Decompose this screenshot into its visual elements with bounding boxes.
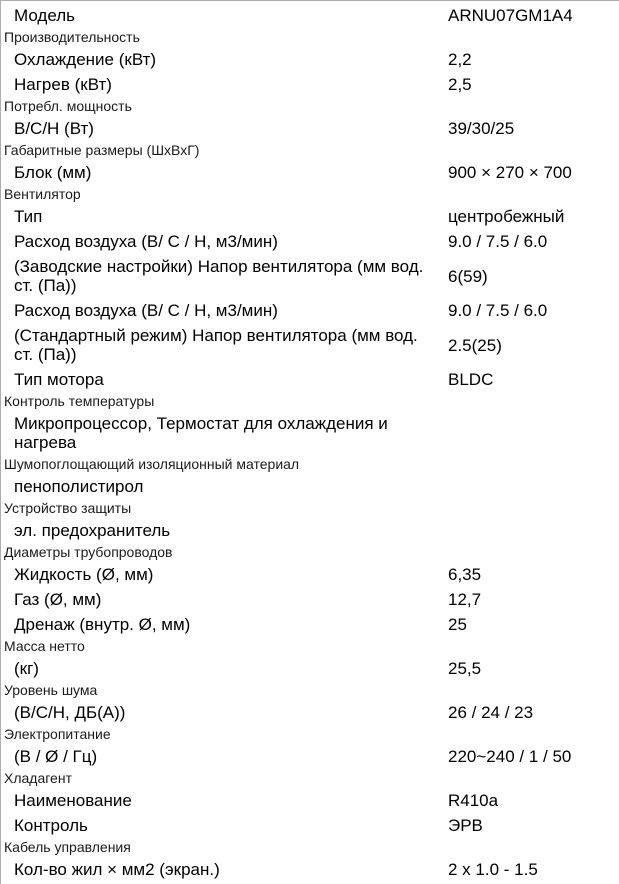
table-row	[1, 411, 619, 455]
section-header: Вентилятор	[4, 186, 81, 202]
row-label: Охлаждение (кВт)	[14, 50, 157, 69]
row-label: Газ (Ø, мм)	[14, 590, 102, 609]
table-row	[1, 612, 619, 637]
row-label: Тип	[14, 207, 43, 226]
row-value: ЭРВ	[448, 816, 483, 835]
row-label: Тип мотора	[14, 370, 104, 389]
section-header: Производительность	[4, 29, 140, 45]
row-value: 12,7	[448, 590, 482, 609]
row-value: 9.0 / 7.5 / 6.0	[448, 232, 548, 251]
row-label: Наименование	[14, 791, 132, 810]
section-header: Шумопоглощающий изоляционный материал	[4, 456, 300, 472]
table-row	[1, 47, 619, 72]
row-label: Модель	[14, 6, 76, 25]
table-row	[1, 587, 619, 612]
row-value: 2,5	[448, 75, 472, 94]
section-header: Габаритные размеры (ШхВхГ)	[4, 142, 200, 158]
section-header: Электропитание	[4, 726, 111, 742]
row-label: Расход воздуха (В/ С / Н, м3/мин)	[14, 301, 278, 320]
row-label: (Стандартный режим) Напор вентилятора (мм вод. ст. (Па))	[14, 326, 418, 364]
row-label: эл. предохранитель	[14, 521, 171, 540]
row-value: 6(59)	[448, 266, 488, 286]
section-header: Потребл. мощность	[4, 98, 132, 114]
table-row	[1, 518, 619, 543]
table-row	[1, 744, 619, 769]
row-label: Дренаж (внутр. Ø, мм)	[14, 615, 191, 634]
row-value: 25,5	[448, 659, 482, 678]
table-row	[1, 72, 619, 97]
row-label: (кг)	[14, 659, 39, 678]
table-row	[1, 474, 619, 499]
table-row	[1, 3, 619, 28]
row-label: Нагрев (кВт)	[14, 75, 112, 94]
row-value: 2.5(25)	[448, 335, 502, 355]
row-value: 39/30/25	[448, 119, 515, 138]
row-value: 9.0 / 7.5 / 6.0	[448, 301, 548, 320]
table-row	[1, 116, 619, 141]
row-value: 2,2	[448, 50, 472, 69]
row-label: (В / Ø / Гц)	[14, 747, 98, 766]
table-row	[1, 323, 619, 367]
section-header: Устройство защиты	[4, 500, 132, 516]
table-row	[1, 367, 619, 392]
table-row	[1, 254, 619, 298]
row-value: 900 × 270 × 700	[448, 163, 572, 182]
table-row	[1, 656, 619, 681]
table-row	[1, 562, 619, 587]
table-row	[1, 813, 619, 838]
row-label: Микропроцессор, Термостат для охлаждения и нагрева	[14, 414, 388, 452]
row-label: (В/С/Н, ДБ(А))	[14, 703, 126, 722]
row-value: 25	[448, 615, 467, 634]
table-row	[1, 298, 619, 323]
table-row	[1, 788, 619, 813]
row-value: 2 x 1.0 - 1.5	[448, 860, 538, 879]
table-row	[1, 700, 619, 725]
row-value: 6,35	[448, 565, 482, 584]
row-value: R410a	[448, 791, 499, 810]
row-value: BLDC	[448, 370, 494, 389]
row-value: центробежный	[448, 207, 565, 226]
row-label: Расход воздуха (В/ С / Н, м3/мин)	[14, 232, 278, 251]
table-row	[1, 160, 619, 185]
row-label: (Заводские настройки) Напор вентилятора (мм вод. ст. (Па))	[14, 257, 424, 295]
row-label: В/С/Н (Вт)	[14, 119, 94, 138]
row-value: ARNU07GM1A4	[448, 6, 573, 25]
section-header: Уровень шума	[4, 682, 98, 698]
row-label: пенополистирол	[14, 477, 144, 496]
row-label: Блок (мм)	[14, 163, 92, 182]
row-value: 26 / 24 / 23	[448, 703, 534, 722]
section-header: Контроль температуры	[4, 393, 155, 409]
row-label: Жидкость (Ø, мм)	[14, 565, 154, 584]
table-row	[1, 857, 619, 882]
row-value: 220~240 / 1 / 50	[448, 747, 572, 766]
section-header: Масса нетто	[4, 638, 85, 654]
row-label: Контроль	[14, 816, 88, 835]
section-header: Кабель управления	[4, 839, 131, 855]
section-header: Диаметры трубопроводов	[4, 544, 173, 560]
table-row	[1, 229, 619, 254]
table-row	[1, 204, 619, 229]
row-label: Кол-во жил × мм2 (экран.)	[14, 860, 220, 879]
section-header: Хладагент	[4, 770, 72, 786]
